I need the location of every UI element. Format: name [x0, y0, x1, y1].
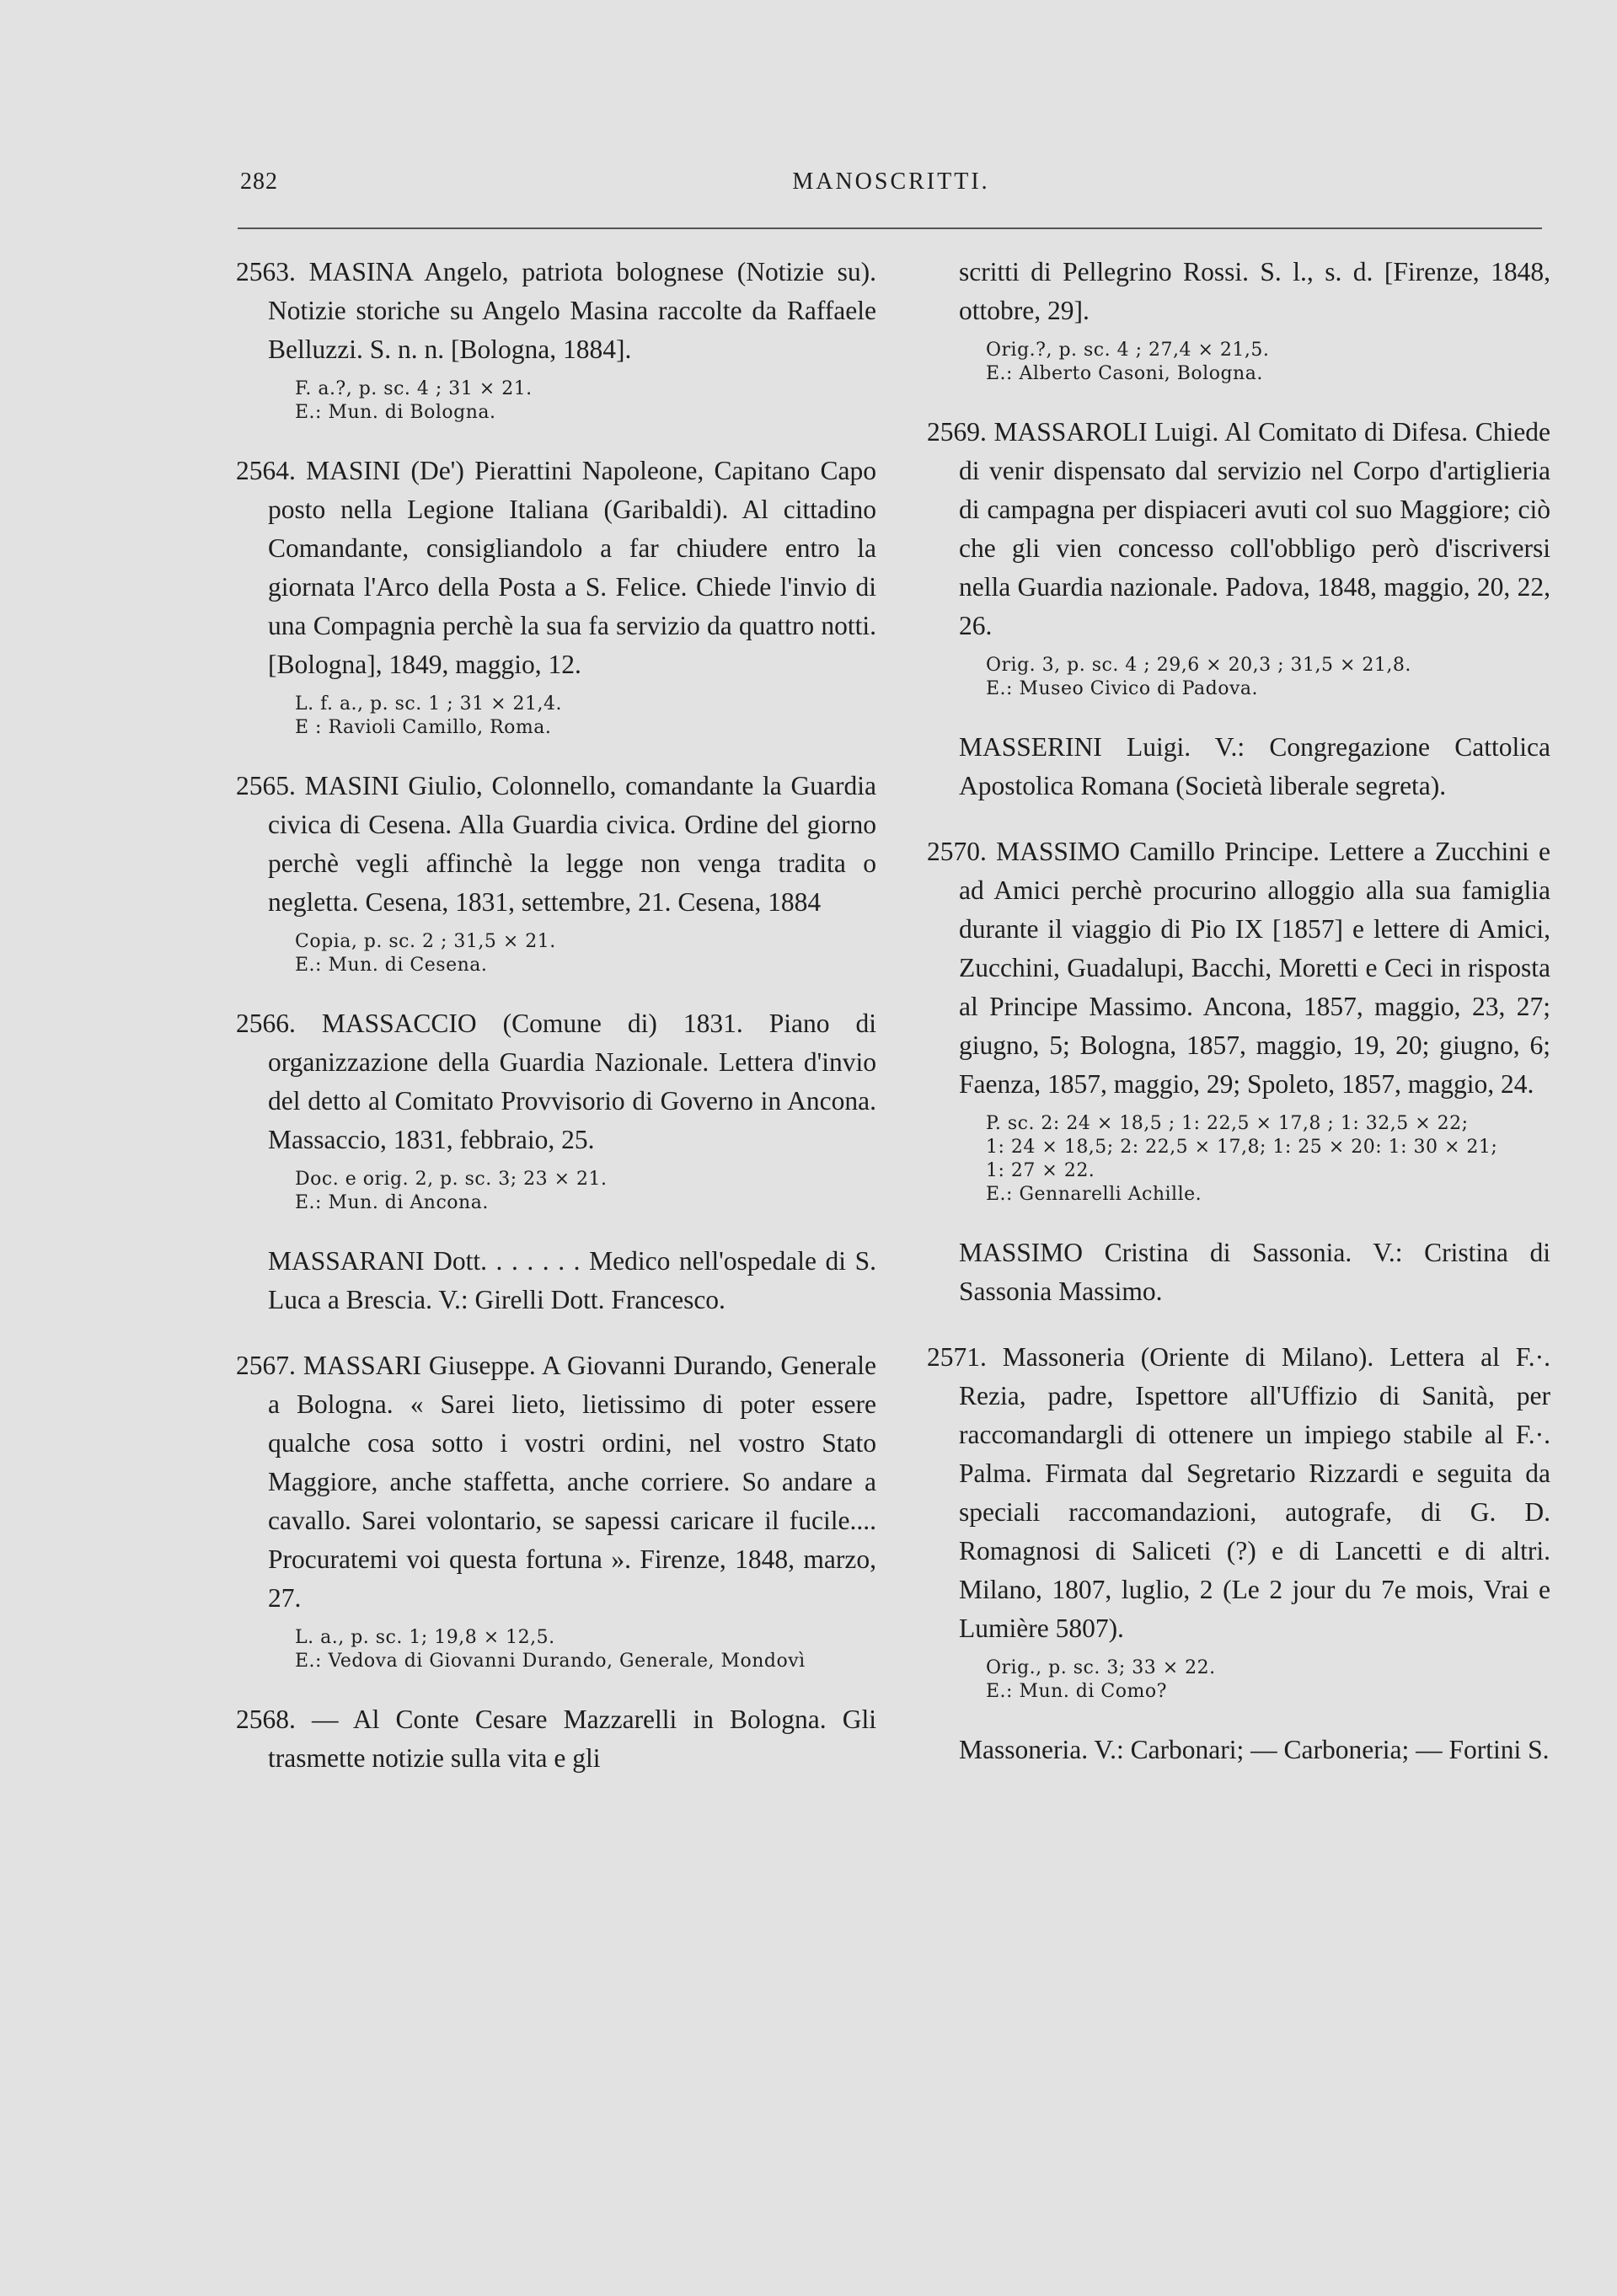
entry-text: 2568. — Al Conte Cesare Mazzarelli in Bologna. Gli trasmette notizie sulla vita e gli [236, 1705, 876, 1773]
catalog-entry-2571 [927, 1338, 1550, 1704]
description-line: P. sc. 2: 24 × 18,5 ; 1: 22,5 × 17,8 ; 1: 32,5 × 22; [986, 1113, 1469, 1134]
left-column [236, 253, 876, 1805]
description-line: 1: 24 × 18,5; 2: 22,5 × 17,8; 1: 25 × 20: 1: 30 × 21; [986, 1137, 1498, 1158]
description-line: E.: Mun. di Bologna. [295, 402, 496, 423]
header-rule [238, 227, 1542, 229]
entry-description [986, 654, 1550, 701]
description-line: E.: Mun. di Como? [986, 1681, 1167, 1702]
entry-description [986, 339, 1550, 386]
description-line: F. a.?, p. sc. 4 ; 31 × 21. [295, 378, 533, 399]
entry-description [295, 1626, 876, 1673]
entry-text: 2563. MASINA Angelo, patriota bolognese (Notizie su). Notizie storiche su Angelo Masina raccolte da Raffaele Belluzzi. S. n. n. [Bologna, 1884]. [236, 257, 876, 364]
catalog-entry-2565 [236, 767, 876, 977]
entry-text: 2569. MASSAROLI Luigi. Al Comitato di Difesa. Chiede di venir dispensato dal servizio nel Corpo d'artiglieria di campagna per dispiaceri avuti col suo Maggiore; ciò che gli vien concesso coll'obbligo però d'iscriversi nella Guardia nazionale. Padova, 1848, maggio, 20, 22, 26. [927, 417, 1550, 640]
entry-text: 2571. Massoneria (Oriente di Milano). Lettera al F.·. Rezia, padre, Ispettore all'Uffizio di Sanità, per raccomandargli di ottenere un impiego stabile al F.·. Palma. Firmata dal Segretario Rizzardi e seguita da speciali raccomandazioni, autografe, di G. D. Romagnosi di Saliceti (?) e di Lancetti e di altri. Milano, 1807, luglio, 2 (Le 2 jour du 7e mois, Vrai e Lumière 5807). [927, 1342, 1550, 1643]
cross-reference-massoneria [927, 1731, 1550, 1769]
description-line: L. f. a., p. sc. 1 ; 31 × 21,4. [295, 693, 562, 714]
catalog-entry-2567 [236, 1346, 876, 1673]
entry-text: MASSARANI Dott. . . . . . . Medico nell'ospedale di S. Luca a Brescia. V.: Girelli Dott. Francesco. [268, 1246, 876, 1314]
description-line: E.: Gennarelli Achille. [986, 1184, 1202, 1205]
description-line: E.: Mun. di Cesena. [295, 955, 488, 976]
description-line: 1: 27 × 22. [986, 1160, 1095, 1181]
description-line: E : Ravioli Camillo, Roma. [295, 717, 552, 738]
entry-text: scritti di Pellegrino Rossi. S. l., s. d. [Firenze, 1848, ottobre, 29]. [959, 257, 1550, 325]
description-line: Orig. 3, p. sc. 4 ; 29,6 × 20,3 ; 31,5 × 21,8. [986, 655, 1411, 676]
cross-reference-massarani [236, 1242, 876, 1319]
description-line: Orig., p. sc. 3; 33 × 22. [986, 1657, 1216, 1678]
entry-description [295, 693, 876, 740]
catalog-entry-2563 [236, 253, 876, 425]
description-line: Orig.?, p. sc. 4 ; 27,4 × 21,5. [986, 340, 1270, 361]
entry-text: 2567. MASSARI Giuseppe. A Giovanni Durando, Generale a Bologna. « Sarei lieto, lietissimo di poter essere qualche cosa sotto i vostri ordini, nel vostro Stato Maggiore, anche staffetta, anche corriere. So andare a cavallo. Sarei volontario, se sapessi caricare il fucile.... Procuratemi voi questa fortuna ». Firenze, 1848, marzo, 27. [236, 1351, 876, 1613]
entry-text: MASSERINI Luigi. V.: Congregazione Cattolica Apostolica Romana (Società liberale segreta). [959, 732, 1550, 800]
cross-reference-massimo-cristina [927, 1234, 1550, 1311]
cross-reference-masserini [927, 728, 1550, 805]
catalog-entry-2568-continued [927, 253, 1550, 386]
entry-description [986, 1656, 1550, 1704]
catalog-entry-2568 [236, 1700, 876, 1778]
description-line: L. a., p. sc. 1; 19,8 × 12,5. [295, 1627, 555, 1648]
entry-text: 2564. MASINI (De') Pierattini Napoleone, Capitano Capo posto nella Legione Italiana (Garibaldi). Al cittadino Comandante, consigliandolo a far chiudere entro la giornata l'Arco della Posta a S. Felice. Chiede l'invio di una Compagnia perchè la sua fa servizio da quattro notti. [Bologna], 1849, maggio, 12. [236, 456, 876, 679]
description-line: E.: Mun. di Ancona. [295, 1192, 489, 1213]
catalog-entry-2569 [927, 413, 1550, 701]
entry-text: 2570. MASSIMO Camillo Principe. Lettere a Zucchini e ad Amici perchè procurino alloggio alla sua famiglia durante il viaggio di Pio IX [1857] e lettere di Amici, Zucchini, Guadalupi, Bacchi, Moretti e Ceci in risposta al Principe Massimo. Ancona, 1857, maggio, 23, 27; giugno, 5; Bologna, 1857, maggio, 19, 20; giugno, 6; Faenza, 1857, maggio, 29; Spoleto, 1857, maggio, 24. [927, 837, 1550, 1099]
description-line: E.: Museo Civico di Padova. [986, 678, 1259, 699]
running-title: MANOSCRITTI. [792, 169, 990, 195]
catalog-entry-2570 [927, 832, 1550, 1207]
catalog-entry-2564 [236, 452, 876, 740]
page-number: 282 [240, 169, 278, 195]
catalog-entry-2566 [236, 1004, 876, 1215]
page-header [240, 169, 1542, 211]
entry-description [295, 930, 876, 977]
entry-text: MASSIMO Cristina di Sassonia. V.: Cristina di Sassonia Massimo. [959, 1238, 1550, 1306]
description-line: Doc. e orig. 2, p. sc. 3; 23 × 21. [295, 1169, 608, 1190]
description-line: E.: Alberto Casoni, Bologna. [986, 363, 1263, 384]
entry-description [295, 1168, 876, 1215]
entry-description [295, 377, 876, 425]
description-line: E.: Vedova di Giovanni Durando, Generale, Mondovì [295, 1651, 806, 1672]
description-line: Copia, p. sc. 2 ; 31,5 × 21. [295, 931, 556, 952]
entry-description [986, 1112, 1550, 1207]
entry-text: 2566. MASSACCIO (Comune di) 1831. Piano di organizzazione della Guardia Nazionale. Lettera d'invio del detto al Comitato Provvisorio di Governo in Ancona. Massaccio, 1831, febbraio, 25. [236, 1009, 876, 1154]
entry-text: Massoneria. V.: Carbonari; — Carboneria; — Fortini S. [959, 1735, 1550, 1764]
entry-text: 2565. MASINI Giulio, Colonnello, comandante la Guardia civica di Cesena. Alla Guardia civica. Ordine del giorno perchè vegli affinchè la legge non venga tradita o negletta. Cesena, 1831, settembre, 21. Cesena, 1884 [236, 771, 876, 917]
right-column [927, 253, 1550, 1796]
